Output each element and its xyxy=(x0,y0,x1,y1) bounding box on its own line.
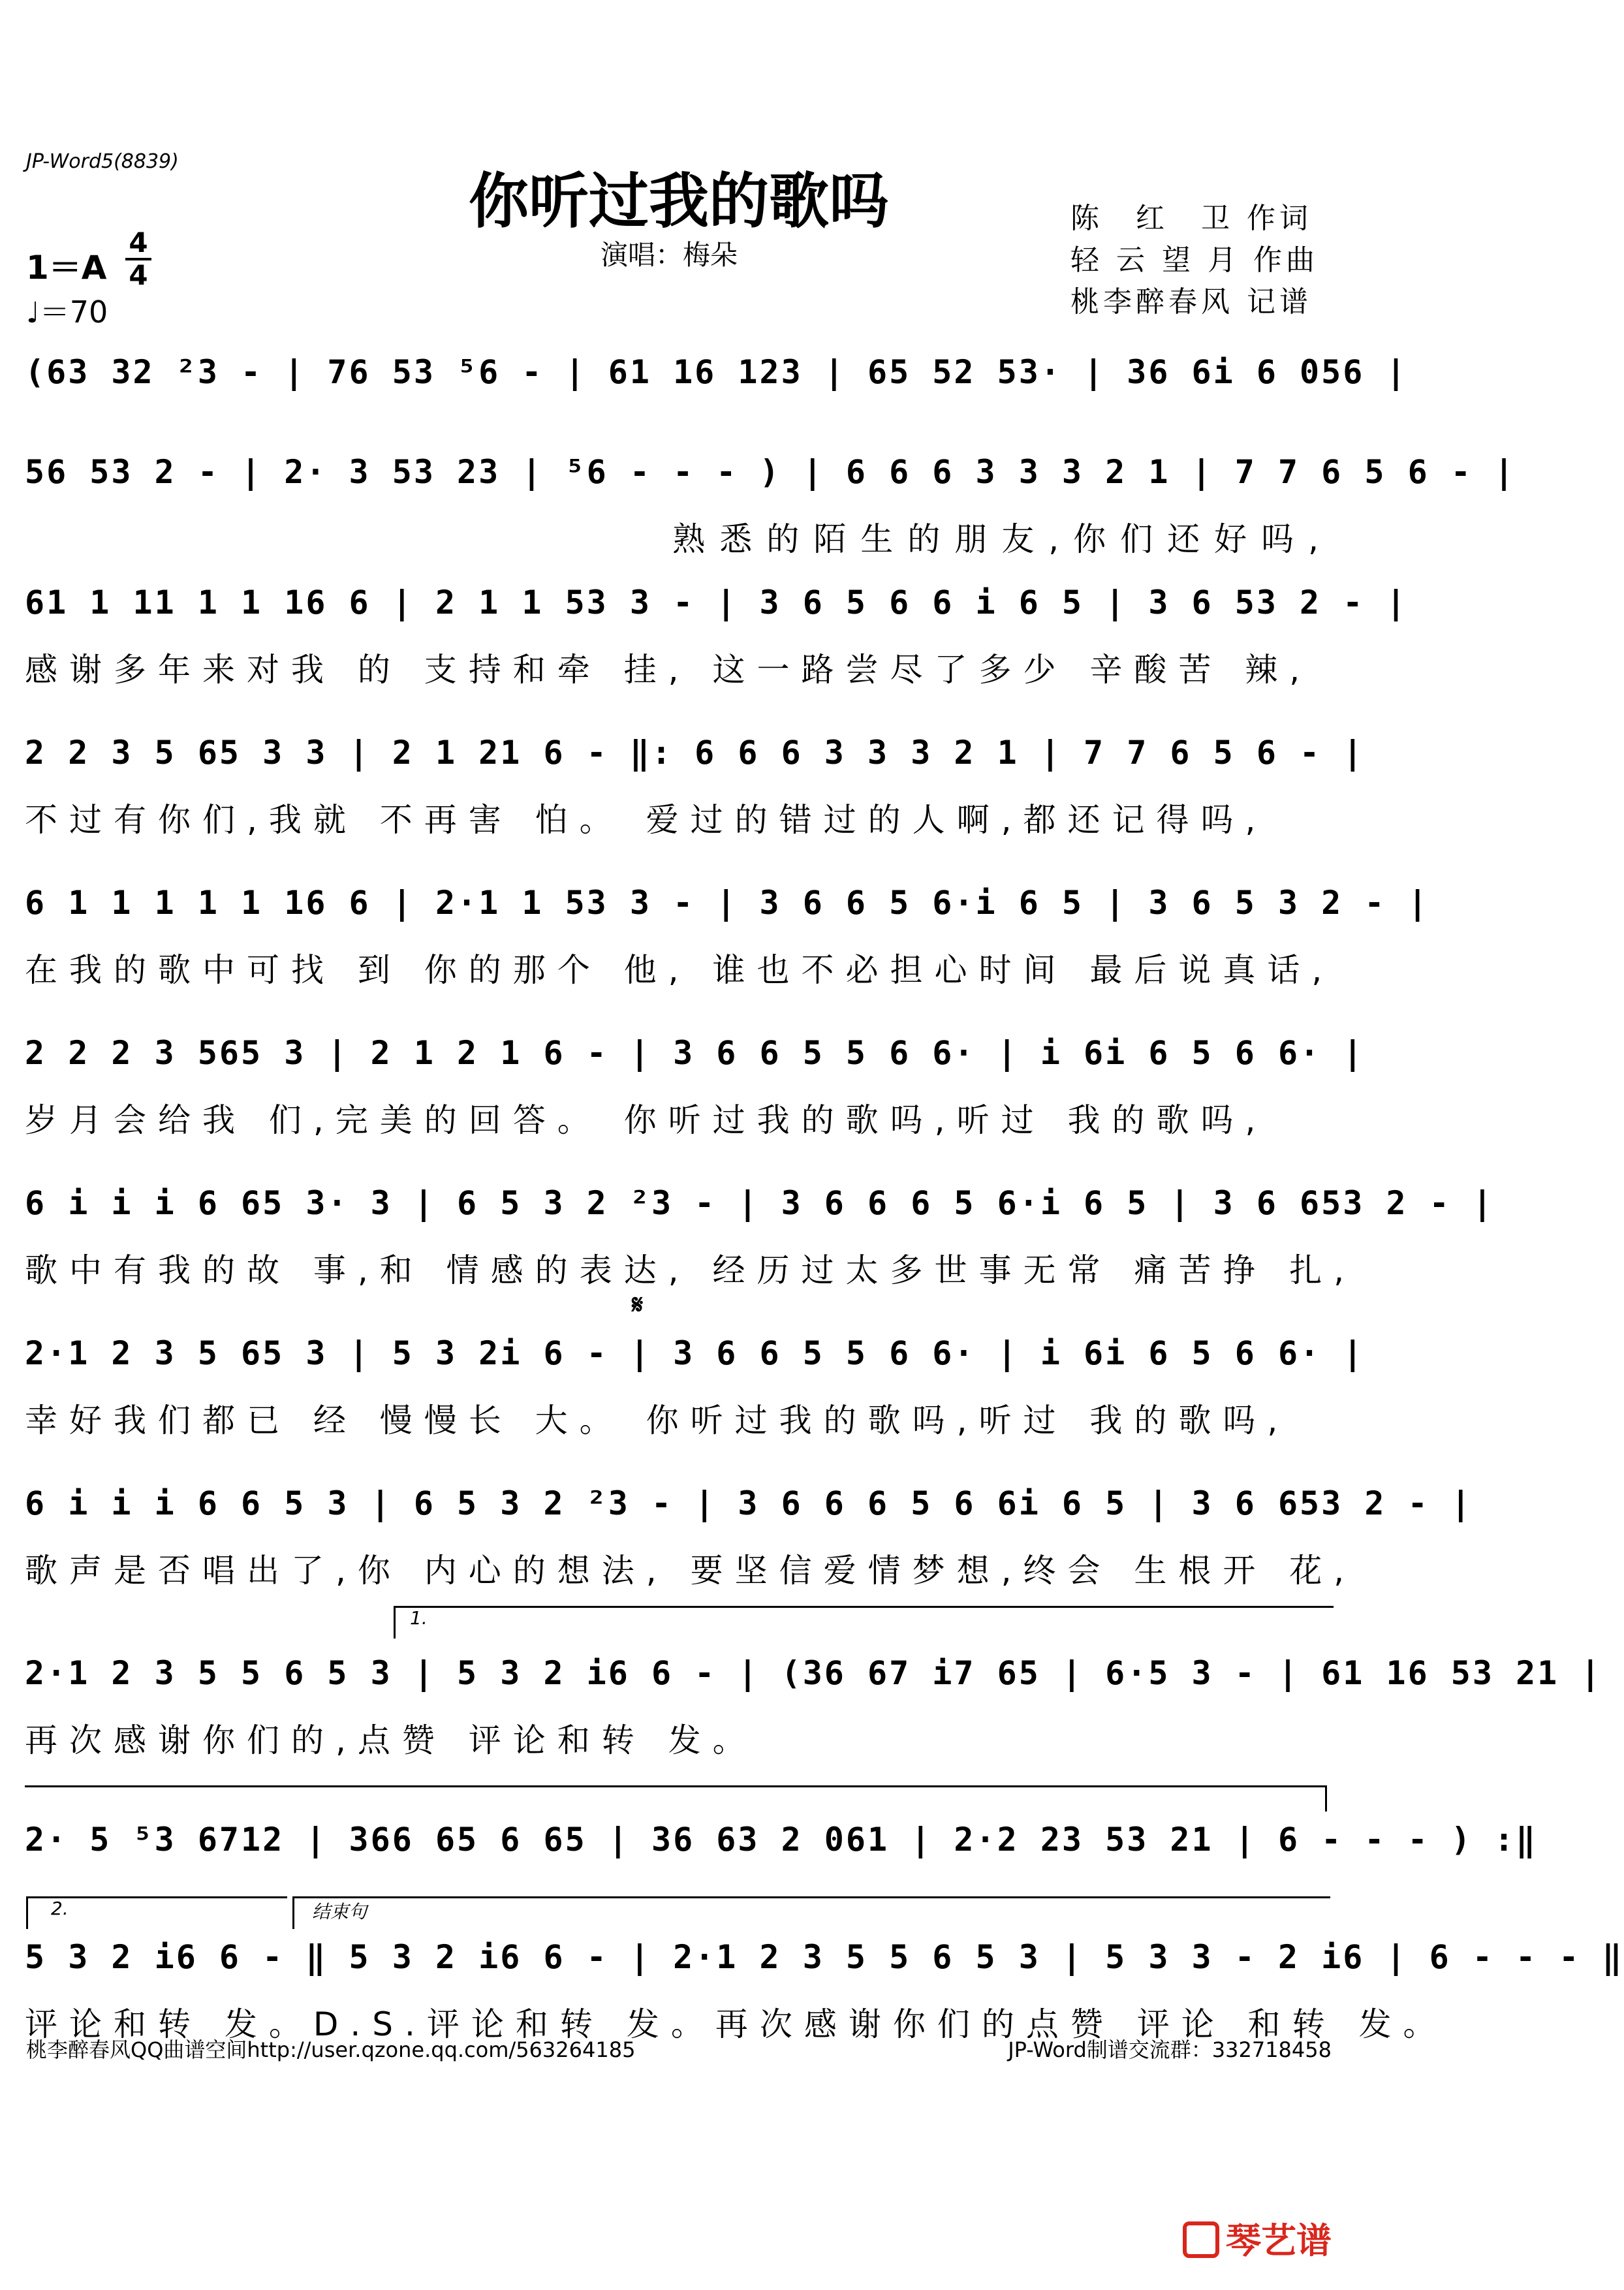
time-signature xyxy=(125,228,151,290)
time-signature-bottom: 4 xyxy=(129,259,148,291)
lyric-line: 感谢多年来对我 的 支持和牵 挂, 这一路尝尽了多少 辛酸苦 辣, xyxy=(25,651,1312,689)
time-signature-top: 4 xyxy=(129,227,148,259)
key-signature: 1＝A xyxy=(26,249,107,287)
notation-line: 6 1 1 1 1 1 16 6 | 2·1 1 53 3 - | 3 6 6 5 6·i 6 5 | 3 6 5 3 2 - | xyxy=(25,884,1429,922)
lyric-line: 在我的歌中可找 到 你的那个 他, 谁也不必担心时间 最后说真话, xyxy=(25,951,1334,989)
coda-label: 结束句 xyxy=(312,1901,367,1922)
lyric-line: 再次感谢你们的,点赞 评论和转 发。 xyxy=(25,1721,757,1759)
tempo-value: ＝70 xyxy=(39,294,108,330)
lyric-line: 不过有你们,我就 不再害 怕。 爱过的错过的人啊,都还记得吗, xyxy=(25,801,1268,839)
song-title: 你听过我的歌吗 xyxy=(468,166,889,236)
notation-line: 2 2 3 5 65 3 3 | 2 1 21 6 - ‖: 6 6 6 3 3 3 2 1 | 7 7 6 5 6 - | xyxy=(25,734,1365,772)
lyric-line: 熟悉的陌生的朋友,你们还好吗, xyxy=(672,520,1333,558)
lyric-line: 岁月会给我 们,完美的回答。 你听过我的歌吗,听过 我的歌吗, xyxy=(25,1101,1268,1139)
volta-1-continuation-line xyxy=(25,1785,1327,1787)
notation-line: 6 i i i 6 6 5 3 | 6 5 3 2 ²3 - | 3 6 6 6 5 6 6i 6 5 | 3 6 653 2 - | xyxy=(25,1484,1473,1522)
notation-line: 2 2 2 3 565 3 | 2 1 2 1 6 - | 3 6 6 5 5 6 6· | i 6i 6 5 6 6· | xyxy=(25,1034,1365,1072)
coda-edge xyxy=(292,1896,294,1929)
lyricist-credit: 陈 红 卫 作词 xyxy=(1070,202,1312,235)
volta-1-end-edge xyxy=(1325,1785,1327,1812)
volta-1-edge xyxy=(394,1606,396,1639)
footer-group-info: JP-Word制谱交流群：332718458 xyxy=(1008,2037,1332,2062)
composer-credit: 轻 云 望 月 作曲 xyxy=(1070,243,1319,277)
lyric-line: 歌声是否唱出了,你 内心的想法, 要坚信爱情梦想,终会 生根开 花, xyxy=(25,1552,1356,1590)
site-logo xyxy=(1183,2213,1332,2263)
notation-line: 2·1 2 3 5 65 3 | 5 3 2i 6 - | 3 6 6 5 5 6 6· | i 6i 6 5 6 6· | xyxy=(25,1334,1365,1372)
segno-icon: 𝄋 xyxy=(632,1290,644,1320)
footer-source-link: 桃李醉春风QQ曲谱空间http://user.qzone.qq.com/563264185 xyxy=(26,2037,636,2062)
notation-line: 5 3 2 i6 6 - ‖ 5 3 2 i6 6 - | 2·1 2 3 5 5 6 5 3 | 5 3 3 - 2 i6 | 6 - - - ‖ xyxy=(25,1938,1624,1976)
lyric-line: 评论和转 发。D.S.评论和转 发。再次感谢你们的点赞 评论 和转 发。 xyxy=(25,2005,1448,2043)
lyric-line: 歌中有我的故 事,和 情感的表达, 经历过太多世事无常 痛苦挣 扎, xyxy=(25,1251,1356,1289)
singer-credit: 演唱：梅朵 xyxy=(601,239,738,271)
logo-icon xyxy=(1183,2221,1219,2258)
logo-text: 琴艺谱 xyxy=(1226,2220,1332,2261)
volta-2-label: 2. xyxy=(51,1898,69,1919)
volta-1-label: 1. xyxy=(410,1607,428,1629)
tempo-marking xyxy=(26,289,108,332)
notation-line: 56 53 2 - | 2· 3 53 23 | ⁵6 - - - ) | 6 6 6 3 3 3 2 1 | 7 7 6 5 6 - | xyxy=(25,453,1516,491)
transcriber-credit: 桃李醉春风 记谱 xyxy=(1070,285,1312,319)
notation-line: 2· 5 ⁵3 6712 | 366 65 6 65 | 36 63 2 061 | 2·2 23 53 21 | 6 - - - ) :‖ xyxy=(25,1821,1538,1859)
notation-line: (63 32 ²3 - | 76 53 ⁵6 - | 61 16 123 | 65 52 53· | 36 6i 6 056 | xyxy=(25,353,1408,391)
volta-2-edge xyxy=(26,1896,28,1929)
quarter-note-icon: ♩ xyxy=(26,296,40,330)
lyric-line: 幸好我们都已 经 慢慢长 大。 你听过我的歌吗,听过 我的歌吗, xyxy=(25,1402,1290,1439)
software-note: JP-Word5(8839) xyxy=(26,150,179,173)
notation-line: 61 1 11 1 1 16 6 | 2 1 1 53 3 - | 3 6 5 6 6 i 6 5 | 3 6 53 2 - | xyxy=(25,584,1408,621)
coda-line xyxy=(292,1896,1330,1898)
volta-1-line xyxy=(394,1606,1334,1608)
notation-line: 2·1 2 3 5 5 6 5 3 | 5 3 2 i6 6 - | (36 67 i7 65 | 6·5 3 - | 61 16 53 21 | xyxy=(25,1654,1602,1692)
notation-line: 6 i i i 6 65 3· 3 | 6 5 3 2 ²3 - | 3 6 6 6 5 6·i 6 5 | 3 6 653 2 - | xyxy=(25,1184,1494,1222)
